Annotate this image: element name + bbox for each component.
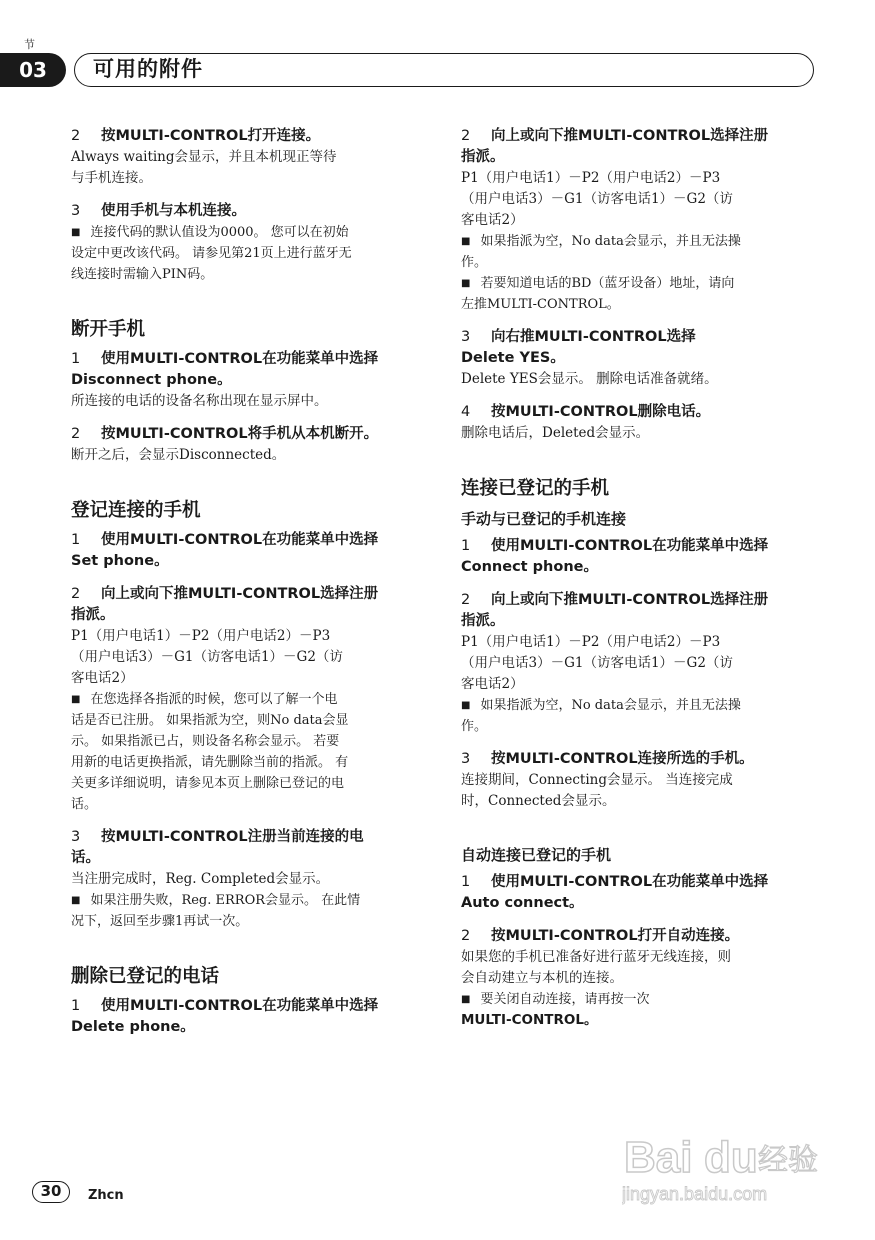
note: ■ 如果注册失败，Reg. ERROR会显示。 在此情	[71, 893, 361, 908]
bullet-square-icon: ■	[71, 895, 81, 906]
watermark-logo	[622, 1120, 822, 1210]
step: 2 按MULTI-CONTROL打开连接。	[71, 128, 321, 144]
note-line: 关更多详细说明，请参见本页上删除已登记的电	[71, 776, 345, 791]
body-text: 与手机连接。	[71, 170, 152, 186]
bullet-square-icon: ■	[461, 700, 471, 711]
bullet-square-icon: ■	[461, 278, 471, 289]
body-text: Delete YES会显示。 删除电话准备就绪。	[461, 371, 718, 387]
step-line: Disconnect phone。	[71, 372, 232, 388]
bullet-square-icon: ■	[71, 694, 81, 705]
bullet-square-icon: ■	[461, 994, 471, 1005]
section-label: 节	[24, 38, 35, 51]
step-line: Set phone。	[71, 553, 169, 569]
step-line: 指派。	[461, 149, 505, 165]
right-column	[461, 126, 817, 1031]
step: 1 使用MULTI-CONTROL在功能菜单中选择	[461, 874, 769, 890]
step: 1 使用MULTI-CONTROL在功能菜单中选择	[71, 532, 379, 548]
assignment-list: 客电话2）	[71, 670, 134, 686]
note-line: MULTI-CONTROL。	[461, 1012, 598, 1028]
note-line: 线连接时需输入PIN码。	[71, 267, 214, 282]
bullet-square-icon: ■	[71, 227, 81, 238]
subheading-manual: 手动与已登记的手机连接	[461, 510, 627, 528]
note: ■ 在您选择各指派的时候，您可以了解一个电	[71, 692, 338, 707]
section-number: 03	[0, 53, 66, 87]
step-line: Connect phone。	[461, 559, 598, 575]
note: ■ 如果指派为空，No data会显示，并且无法操	[461, 698, 741, 713]
note-line: 设定中更改该代码。 请参见第21页上进行蓝牙无	[71, 246, 352, 261]
step-line: Auto connect。	[461, 895, 584, 911]
assignment-list: 客电话2）	[461, 676, 524, 692]
step-line: Delete YES。	[461, 350, 565, 366]
step: 2 按MULTI-CONTROL将手机从本机断开。	[71, 426, 379, 442]
body-text: 当注册完成时，Reg. Completed会显示。	[71, 871, 330, 887]
heading-register: 登记连接的手机	[71, 500, 201, 521]
page-number: 30	[32, 1181, 70, 1203]
step: 3 按MULTI-CONTROL注册当前连接的电	[71, 829, 364, 845]
assignment-list: P1（用户电话1）－P2（用户电话2）－P3	[71, 628, 331, 644]
step: 4 按MULTI-CONTROL删除电话。	[461, 404, 711, 420]
note-line: 左推MULTI-CONTROL。	[461, 297, 620, 312]
step: 2 向上或向下推MULTI-CONTROL选择注册	[461, 592, 769, 608]
body-text: 连接期间，Connecting会显示。 当连接完成	[461, 772, 733, 788]
assignment-list: P1（用户电话1）－P2（用户电话2）－P3	[461, 170, 721, 186]
step-line: 指派。	[71, 607, 115, 623]
step: 3 向右推MULTI-CONTROL选择	[461, 329, 696, 345]
heading-disconnect: 断开手机	[71, 319, 146, 340]
note-line: 作。	[461, 719, 488, 734]
body-text: 如果您的手机已准备好进行蓝牙无线连接，则	[461, 949, 731, 965]
svg-text:du: du	[704, 1133, 758, 1182]
note-line: 话。	[71, 797, 98, 812]
note-line: 况下，返回至步骤1再试一次。	[71, 914, 249, 929]
body-text: 删除电话后，Deleted会显示。	[461, 425, 650, 441]
svg-text:Bai: Bai	[624, 1133, 693, 1182]
subheading-auto: 自动连接已登记的手机	[461, 846, 612, 864]
assignment-list: （用户电话3）－G1（访客电话1）－G2（访	[71, 649, 343, 665]
assignment-list: （用户电话3）－G1（访客电话1）－G2（访	[461, 191, 733, 207]
body-text: 断开之后，会显示Disconnected。	[71, 447, 286, 463]
left-column	[71, 126, 429, 1038]
svg-text:经验: 经验	[758, 1143, 818, 1178]
note: ■ 连接代码的默认值设为0000。 您可以在初始	[71, 225, 349, 240]
note-line: 话是否已注册。 如果指派为空，则No data会显	[71, 713, 349, 728]
assignment-list: P1（用户电话1）－P2（用户电话2）－P3	[461, 634, 721, 650]
note: ■ 要关闭自动连接，请再按一次	[461, 992, 650, 1007]
step: 2 按MULTI-CONTROL打开自动连接。	[461, 928, 740, 944]
step: 2 向上或向下推MULTI-CONTROL选择注册	[461, 128, 769, 144]
svg-text:jingyan.baidu.com: jingyan.baidu.com	[622, 1184, 768, 1204]
heading-delete: 删除已登记的电话	[71, 966, 220, 987]
note-line: 作。	[461, 255, 488, 270]
language-code: Zhcn	[88, 1188, 124, 1203]
note: ■ 若要知道电话的BD（蓝牙设备）地址，请向	[461, 276, 735, 291]
body-text: 所连接的电话的设备名称出现在显示屏中。	[71, 393, 328, 409]
step: 1 使用MULTI-CONTROL在功能菜单中选择	[461, 538, 769, 554]
page-title: 可用的附件	[74, 53, 814, 87]
step: 1 使用MULTI-CONTROL在功能菜单中选择	[71, 351, 379, 367]
step: 3 使用手机与本机连接。	[71, 203, 246, 219]
step-line: 话。	[71, 850, 100, 866]
note: ■ 如果指派为空，No data会显示，并且无法操	[461, 234, 741, 249]
bullet-square-icon: ■	[461, 236, 471, 247]
body-text: 时，Connected会显示。	[461, 793, 616, 809]
assignment-list: 客电话2）	[461, 212, 524, 228]
body-text: 会自动建立与本机的连接。	[461, 970, 623, 986]
step: 3 按MULTI-CONTROL连接所选的手机。	[461, 751, 754, 767]
step-line: Delete phone。	[71, 1019, 195, 1035]
heading-connect: 连接已登记的手机	[461, 478, 610, 499]
step: 1 使用MULTI-CONTROL在功能菜单中选择	[71, 998, 379, 1014]
step-line: 指派。	[461, 613, 505, 629]
step: 2 向上或向下推MULTI-CONTROL选择注册	[71, 586, 379, 602]
body-text: Always waiting会显示，并且本机现正等待	[71, 149, 337, 165]
note-line: 示。 如果指派已占，则设备名称会显示。 若要	[71, 734, 340, 749]
note-line: 用新的电话更换指派，请先删除当前的指派。 有	[71, 755, 349, 770]
assignment-list: （用户电话3）－G1（访客电话1）－G2（访	[461, 655, 733, 671]
